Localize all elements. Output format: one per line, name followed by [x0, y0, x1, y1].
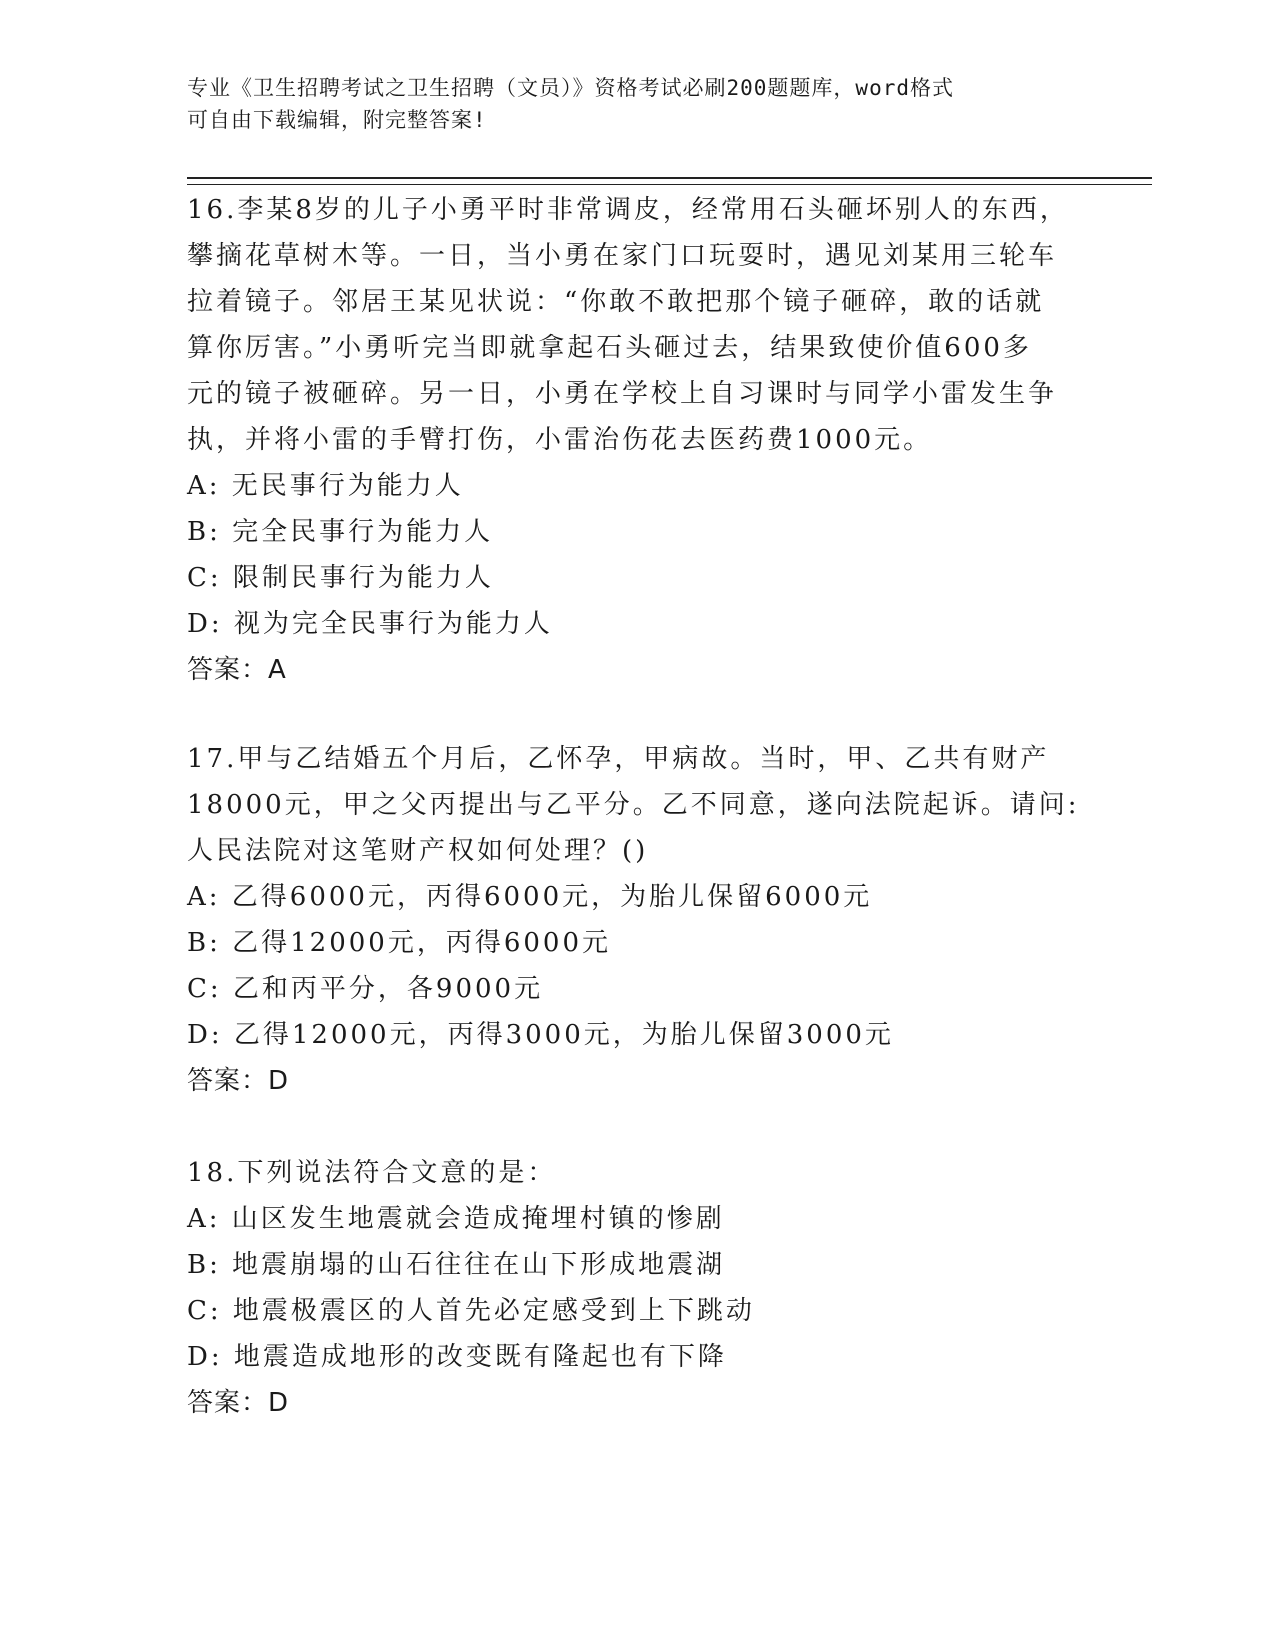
header-divider-thin	[187, 184, 1152, 185]
option-b: B: 完全民事行为能力人	[187, 517, 494, 547]
answer-label: 答案：D	[187, 1388, 290, 1418]
answer-label: 答案：D	[187, 1066, 290, 1096]
question-17	[187, 736, 1087, 1104]
option-a: A: 乙得6000元，丙得6000元，为胎儿保留6000元	[187, 882, 873, 912]
option-d: D: 乙得12000元，丙得3000元，为胎儿保留3000元	[187, 1020, 894, 1050]
question-18	[187, 1150, 1087, 1426]
option-a: A: 山区发生地震就会造成掩埋村镇的惨剧	[187, 1204, 725, 1234]
question-stem-line: 人民法院对这笔财产权如何处理？()	[187, 836, 649, 866]
question-stem-line: 拉着镜子。邻居王某见状说：“你敢不敢把那个镜子砸碎，敢的话就	[187, 287, 1045, 317]
spacer	[187, 693, 1087, 736]
question-stem-line: 攀摘花草树木等。一日，当小勇在家门口玩耍时，遇见刘某用三轮车	[187, 241, 1058, 271]
question-stem-line: 算你厉害。”小勇听完当即就拿起石头砸过去，结果致使价值600多	[187, 333, 1032, 363]
option-b: B: 地震崩塌的山石往往在山下形成地震湖	[187, 1250, 726, 1280]
question-stem-line: 17.甲与乙结婚五个月后，乙怀孕，甲病故。当时，甲、乙共有财产	[187, 744, 1050, 774]
header-title-line: 专业《卫生招聘考试之卫生招聘（文员）》资格考试必刷200题题库，word格式	[187, 76, 954, 100]
question-stem-line: 16.李某8岁的儿子小勇平时非常调皮，经常用石头砸坏别人的东西，	[187, 195, 1069, 225]
question-stem-line: 18000元，甲之父丙提出与乙平分。乙不同意，遂向法院起诉。请问:	[187, 790, 1080, 820]
answer-label: 答案：A	[187, 655, 287, 685]
header-divider	[187, 177, 1152, 179]
question-stem-line: 执，并将小雷的手臂打伤，小雷治伤花去医药费1000元。	[187, 425, 933, 455]
option-c: C: 限制民事行为能力人	[187, 563, 494, 593]
question-list	[187, 187, 1087, 1426]
option-d: D: 视为完全民事行为能力人	[187, 609, 553, 639]
document-header	[187, 72, 1067, 136]
header-subtitle-line: 可自由下载编辑，附完整答案!	[187, 108, 487, 132]
option-b: B: 乙得12000元，丙得6000元	[187, 928, 612, 958]
question-stem-line: 元的镜子被砸碎。另一日，小勇在学校上自习课时与同学小雷发生争	[187, 379, 1058, 409]
option-a: A: 无民事行为能力人	[187, 471, 464, 501]
option-c: C: 地震极震区的人首先必定感受到上下跳动	[187, 1296, 755, 1326]
question-16	[187, 187, 1087, 693]
spacer	[187, 1104, 1087, 1150]
option-c: C: 乙和丙平分，各9000元	[187, 974, 544, 1004]
question-stem-line: 18.下列说法符合文意的是：	[187, 1158, 557, 1188]
option-d: D: 地震造成地形的改变既有隆起也有下降	[187, 1342, 727, 1372]
